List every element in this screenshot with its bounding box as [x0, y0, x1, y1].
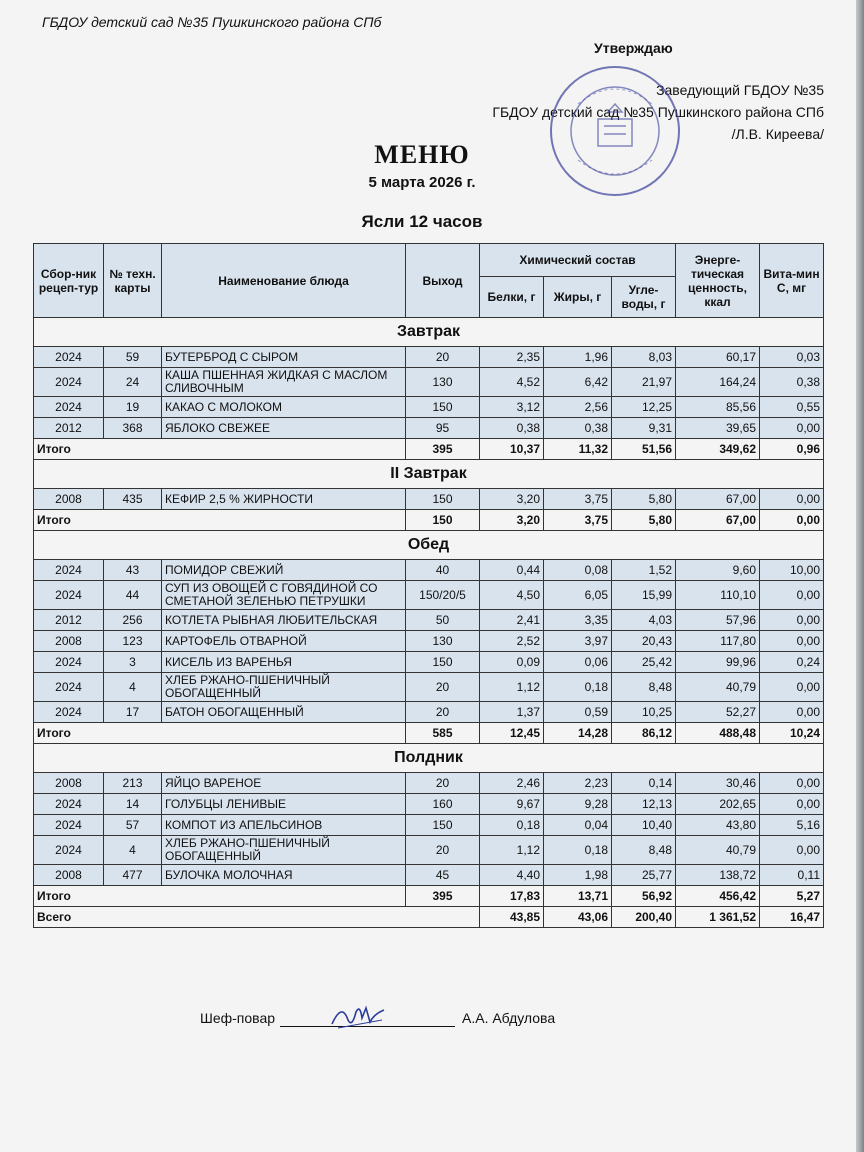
energy-cell: 40,79: [676, 836, 760, 865]
total-row: [34, 439, 824, 460]
fat-cell: 9,28: [544, 794, 612, 815]
dish-name-cell: БУТЕРБРОД С СЫРОМ: [162, 347, 406, 368]
total-energy-cell: 488,48: [676, 723, 760, 744]
fat-cell: 3,75: [544, 489, 612, 510]
dish-name-cell: БАТОН ОБОГАЩЕННЫЙ: [162, 702, 406, 723]
protein-cell: 2,35: [480, 347, 544, 368]
total-fat-cell: 3,75: [544, 510, 612, 531]
vitamin-cell: 0,03: [760, 347, 824, 368]
dish-name-cell: КИСЕЛЬ ИЗ ВАРЕНЬЯ: [162, 652, 406, 673]
carbs-cell: 21,97: [612, 368, 676, 397]
header-tech-card: № техн. карты: [104, 244, 162, 318]
carbs-cell: 9,31: [612, 418, 676, 439]
dish-name-cell: ХЛЕБ РЖАНО-ПШЕНИЧНЫЙ ОБОГАЩЕННЫЙ: [162, 836, 406, 865]
section-row: [34, 744, 824, 773]
protein-cell: 0,18: [480, 815, 544, 836]
carbs-cell: 20,43: [612, 631, 676, 652]
energy-cell: 60,17: [676, 347, 760, 368]
vitamin-cell: 10,00: [760, 560, 824, 581]
table-row: [34, 610, 824, 631]
carbs-cell: 10,40: [612, 815, 676, 836]
header-fat: Жиры, г: [544, 277, 612, 318]
recipe-collection-cell: 2024: [34, 794, 104, 815]
protein-cell: 3,12: [480, 397, 544, 418]
group-name: Ясли 12 часов: [361, 212, 483, 231]
recipe-collection-cell: 2024: [34, 581, 104, 610]
document-title: МЕНЮ: [374, 140, 470, 169]
recipe-collection-cell: 2012: [34, 418, 104, 439]
signature-icon: [328, 998, 388, 1034]
grand-total-row: [34, 907, 824, 928]
total-vitamin-cell: 10,24: [760, 723, 824, 744]
tech-card-cell: 57: [104, 815, 162, 836]
total-carbs-cell: 86,12: [612, 723, 676, 744]
carbs-cell: 8,48: [612, 836, 676, 865]
total-yield-cell: 585: [406, 723, 480, 744]
total-carbs-cell: 56,92: [612, 886, 676, 907]
total-energy-cell: 67,00: [676, 510, 760, 531]
recipe-collection-cell: 2024: [34, 652, 104, 673]
total-fat-cell: 14,28: [544, 723, 612, 744]
tech-card-cell: 123: [104, 631, 162, 652]
grand-total-fat-cell: 43,06: [544, 907, 612, 928]
energy-cell: 40,79: [676, 673, 760, 702]
carbs-cell: 8,03: [612, 347, 676, 368]
vitamin-cell: 0,00: [760, 581, 824, 610]
section-row: [34, 531, 824, 560]
section-title: Обед: [34, 531, 824, 560]
protein-cell: 4,52: [480, 368, 544, 397]
protein-cell: 1,37: [480, 702, 544, 723]
dish-name-cell: КАРТОФЕЛЬ ОТВАРНОЙ: [162, 631, 406, 652]
recipe-collection-cell: 2008: [34, 489, 104, 510]
head-organization: ГБДОУ детский сад №35 Пушкинского района СПб: [492, 104, 824, 120]
recipe-collection-cell: 2008: [34, 865, 104, 886]
vitamin-cell: 0,00: [760, 836, 824, 865]
grand-total-carbs-cell: 200,40: [612, 907, 676, 928]
dish-name-cell: ГОЛУБЦЫ ЛЕНИВЫЕ: [162, 794, 406, 815]
tech-card-cell: 44: [104, 581, 162, 610]
vitamin-cell: 0,11: [760, 865, 824, 886]
header-yield: Выход: [406, 244, 480, 318]
background-edge: [856, 0, 864, 1152]
tech-card-cell: 17: [104, 702, 162, 723]
header-dish: Наименование блюда: [162, 244, 406, 318]
tech-card-cell: 213: [104, 773, 162, 794]
vitamin-cell: 0,00: [760, 631, 824, 652]
fat-cell: 0,18: [544, 673, 612, 702]
dish-name-cell: ЯЙЦО ВАРЕНОЕ: [162, 773, 406, 794]
protein-cell: 4,40: [480, 865, 544, 886]
recipe-collection-cell: 2024: [34, 815, 104, 836]
total-vitamin-cell: 0,96: [760, 439, 824, 460]
table-row: [34, 836, 824, 865]
yield-cell: 160: [406, 794, 480, 815]
chef-name: А.А. Абдулова: [462, 1010, 556, 1026]
chef-label: Шеф-повар: [200, 1010, 276, 1026]
yield-cell: 150: [406, 489, 480, 510]
yield-cell: 95: [406, 418, 480, 439]
table-row: [34, 560, 824, 581]
table-row: [34, 368, 824, 397]
yield-cell: 20: [406, 773, 480, 794]
section-row: [34, 460, 824, 489]
vitamin-cell: 5,16: [760, 815, 824, 836]
fat-cell: 6,42: [544, 368, 612, 397]
vitamin-cell: 0,00: [760, 794, 824, 815]
total-row: [34, 723, 824, 744]
protein-cell: 4,50: [480, 581, 544, 610]
total-fat-cell: 13,71: [544, 886, 612, 907]
carbs-cell: 5,80: [612, 489, 676, 510]
total-vitamin-cell: 5,27: [760, 886, 824, 907]
total-yield-cell: 395: [406, 439, 480, 460]
tech-card-cell: 368: [104, 418, 162, 439]
total-label: Итого: [34, 723, 406, 744]
head-position: Заведующий ГБДОУ №35: [656, 82, 824, 98]
table-row: [34, 397, 824, 418]
energy-cell: 138,72: [676, 865, 760, 886]
energy-cell: 30,46: [676, 773, 760, 794]
total-row: [34, 510, 824, 531]
vitamin-cell: 0,00: [760, 702, 824, 723]
tech-card-cell: 43: [104, 560, 162, 581]
vitamin-cell: 0,55: [760, 397, 824, 418]
fat-cell: 0,59: [544, 702, 612, 723]
section-row: [34, 318, 824, 347]
dish-name-cell: БУЛОЧКА МОЛОЧНАЯ: [162, 865, 406, 886]
energy-cell: 85,56: [676, 397, 760, 418]
dish-name-cell: КОТЛЕТА РЫБНАЯ ЛЮБИТЕЛЬСКАЯ: [162, 610, 406, 631]
tech-card-cell: 3: [104, 652, 162, 673]
yield-cell: 45: [406, 865, 480, 886]
recipe-collection-cell: 2024: [34, 347, 104, 368]
vitamin-cell: 0,38: [760, 368, 824, 397]
yield-cell: 20: [406, 347, 480, 368]
grand-total-protein-cell: 43,85: [480, 907, 544, 928]
grand-total-energy-cell: 1 361,52: [676, 907, 760, 928]
yield-cell: 130: [406, 631, 480, 652]
table-row: [34, 673, 824, 702]
tech-card-cell: 59: [104, 347, 162, 368]
protein-cell: 1,12: [480, 673, 544, 702]
energy-cell: 164,24: [676, 368, 760, 397]
protein-cell: 0,09: [480, 652, 544, 673]
protein-cell: 2,41: [480, 610, 544, 631]
menu-table: [33, 243, 824, 928]
approval-label: Утверждаю: [594, 40, 673, 56]
carbs-cell: 25,77: [612, 865, 676, 886]
yield-cell: 20: [406, 673, 480, 702]
carbs-cell: 12,13: [612, 794, 676, 815]
total-label: Итого: [34, 510, 406, 531]
vitamin-cell: 0,00: [760, 610, 824, 631]
header-chemical: Химический состав: [480, 244, 676, 277]
head-name: /Л.В. Киреева/: [731, 126, 824, 142]
header-energy: Энерге-тическая ценность, ккал: [676, 244, 760, 318]
carbs-cell: 10,25: [612, 702, 676, 723]
recipe-collection-cell: 2024: [34, 673, 104, 702]
dish-name-cell: КЕФИР 2,5 % ЖИРНОСТИ: [162, 489, 406, 510]
fat-cell: 1,96: [544, 347, 612, 368]
total-yield-cell: 395: [406, 886, 480, 907]
yield-cell: 150: [406, 397, 480, 418]
dish-name-cell: ПОМИДОР СВЕЖИЙ: [162, 560, 406, 581]
table-row: [34, 489, 824, 510]
vitamin-cell: 0,00: [760, 773, 824, 794]
total-vitamin-cell: 0,00: [760, 510, 824, 531]
header-protein: Белки, г: [480, 277, 544, 318]
grand-total-label: Всего: [34, 907, 480, 928]
total-protein-cell: 10,37: [480, 439, 544, 460]
table-row: [34, 702, 824, 723]
total-energy-cell: 349,62: [676, 439, 760, 460]
fat-cell: 6,05: [544, 581, 612, 610]
recipe-collection-cell: 2012: [34, 610, 104, 631]
yield-cell: 20: [406, 702, 480, 723]
energy-cell: 202,65: [676, 794, 760, 815]
energy-cell: 9,60: [676, 560, 760, 581]
total-protein-cell: 17,83: [480, 886, 544, 907]
recipe-collection-cell: 2024: [34, 560, 104, 581]
total-protein-cell: 12,45: [480, 723, 544, 744]
tech-card-cell: 256: [104, 610, 162, 631]
total-protein-cell: 3,20: [480, 510, 544, 531]
yield-cell: 130: [406, 368, 480, 397]
vitamin-cell: 0,00: [760, 673, 824, 702]
protein-cell: 3,20: [480, 489, 544, 510]
total-fat-cell: 11,32: [544, 439, 612, 460]
recipe-collection-cell: 2024: [34, 397, 104, 418]
vitamin-cell: 0,00: [760, 489, 824, 510]
section-title: II Завтрак: [34, 460, 824, 489]
grand-total-vitamin-cell: 16,47: [760, 907, 824, 928]
total-carbs-cell: 5,80: [612, 510, 676, 531]
header-carbs: Угле-воды, г: [612, 277, 676, 318]
total-yield-cell: 150: [406, 510, 480, 531]
protein-cell: 1,12: [480, 836, 544, 865]
yield-cell: 50: [406, 610, 480, 631]
carbs-cell: 0,14: [612, 773, 676, 794]
carbs-cell: 8,48: [612, 673, 676, 702]
recipe-collection-cell: 2024: [34, 368, 104, 397]
tech-card-cell: 24: [104, 368, 162, 397]
header-vitamin: Вита-мин С, мг: [760, 244, 824, 318]
energy-cell: 110,10: [676, 581, 760, 610]
energy-cell: 57,96: [676, 610, 760, 631]
dish-name-cell: КАКАО С МОЛОКОМ: [162, 397, 406, 418]
dish-name-cell: ХЛЕБ РЖАНО-ПШЕНИЧНЫЙ ОБОГАЩЕННЫЙ: [162, 673, 406, 702]
yield-cell: 40: [406, 560, 480, 581]
energy-cell: 43,80: [676, 815, 760, 836]
table-row: [34, 418, 824, 439]
section-title: Полдник: [34, 744, 824, 773]
carbs-cell: 12,25: [612, 397, 676, 418]
tech-card-cell: 4: [104, 836, 162, 865]
fat-cell: 0,06: [544, 652, 612, 673]
fat-cell: 0,04: [544, 815, 612, 836]
protein-cell: 0,44: [480, 560, 544, 581]
energy-cell: 117,80: [676, 631, 760, 652]
dish-name-cell: КАША ПШЕННАЯ ЖИДКАЯ С МАСЛОМ СЛИВОЧНЫМ: [162, 368, 406, 397]
carbs-cell: 4,03: [612, 610, 676, 631]
carbs-cell: 15,99: [612, 581, 676, 610]
table-row: [34, 773, 824, 794]
energy-cell: 52,27: [676, 702, 760, 723]
table-row: [34, 347, 824, 368]
carbs-cell: 25,42: [612, 652, 676, 673]
table-row: [34, 631, 824, 652]
total-carbs-cell: 51,56: [612, 439, 676, 460]
protein-cell: 9,67: [480, 794, 544, 815]
tech-card-cell: 477: [104, 865, 162, 886]
table-row: [34, 794, 824, 815]
fat-cell: 0,18: [544, 836, 612, 865]
dish-name-cell: ЯБЛОКО СВЕЖЕЕ: [162, 418, 406, 439]
fat-cell: 2,56: [544, 397, 612, 418]
energy-cell: 67,00: [676, 489, 760, 510]
table-row: [34, 652, 824, 673]
vitamin-cell: 0,00: [760, 418, 824, 439]
section-title: Завтрак: [34, 318, 824, 347]
carbs-cell: 1,52: [612, 560, 676, 581]
table-row: [34, 815, 824, 836]
protein-cell: 2,46: [480, 773, 544, 794]
recipe-collection-cell: 2024: [34, 836, 104, 865]
protein-cell: 2,52: [480, 631, 544, 652]
tech-card-cell: 14: [104, 794, 162, 815]
total-row: [34, 886, 824, 907]
dish-name-cell: КОМПОТ ИЗ АПЕЛЬСИНОВ: [162, 815, 406, 836]
organization-header: ГБДОУ детский сад №35 Пушкинского района СПб: [42, 14, 382, 30]
yield-cell: 150: [406, 652, 480, 673]
fat-cell: 3,35: [544, 610, 612, 631]
fat-cell: 0,08: [544, 560, 612, 581]
fat-cell: 2,23: [544, 773, 612, 794]
menu-date: 5 марта 2026 г.: [368, 174, 476, 191]
dish-name-cell: СУП ИЗ ОВОЩЕЙ С ГОВЯДИНОЙ СО СМЕТАНОЙ ЗЕЛЕНЬЮ ПЕТРУШКИ: [162, 581, 406, 610]
header-collection: Сбор-ник рецеп-тур: [34, 244, 104, 318]
recipe-collection-cell: 2024: [34, 702, 104, 723]
fat-cell: 3,97: [544, 631, 612, 652]
energy-cell: 39,65: [676, 418, 760, 439]
tech-card-cell: 4: [104, 673, 162, 702]
protein-cell: 0,38: [480, 418, 544, 439]
total-label: Итого: [34, 886, 406, 907]
total-energy-cell: 456,42: [676, 886, 760, 907]
table-row: [34, 581, 824, 610]
energy-cell: 99,96: [676, 652, 760, 673]
vitamin-cell: 0,24: [760, 652, 824, 673]
fat-cell: 0,38: [544, 418, 612, 439]
tech-card-cell: 19: [104, 397, 162, 418]
yield-cell: 150: [406, 815, 480, 836]
recipe-collection-cell: 2008: [34, 773, 104, 794]
yield-cell: 20: [406, 836, 480, 865]
recipe-collection-cell: 2008: [34, 631, 104, 652]
total-label: Итого: [34, 439, 406, 460]
yield-cell: 150/20/5: [406, 581, 480, 610]
tech-card-cell: 435: [104, 489, 162, 510]
table-row: [34, 865, 824, 886]
fat-cell: 1,98: [544, 865, 612, 886]
